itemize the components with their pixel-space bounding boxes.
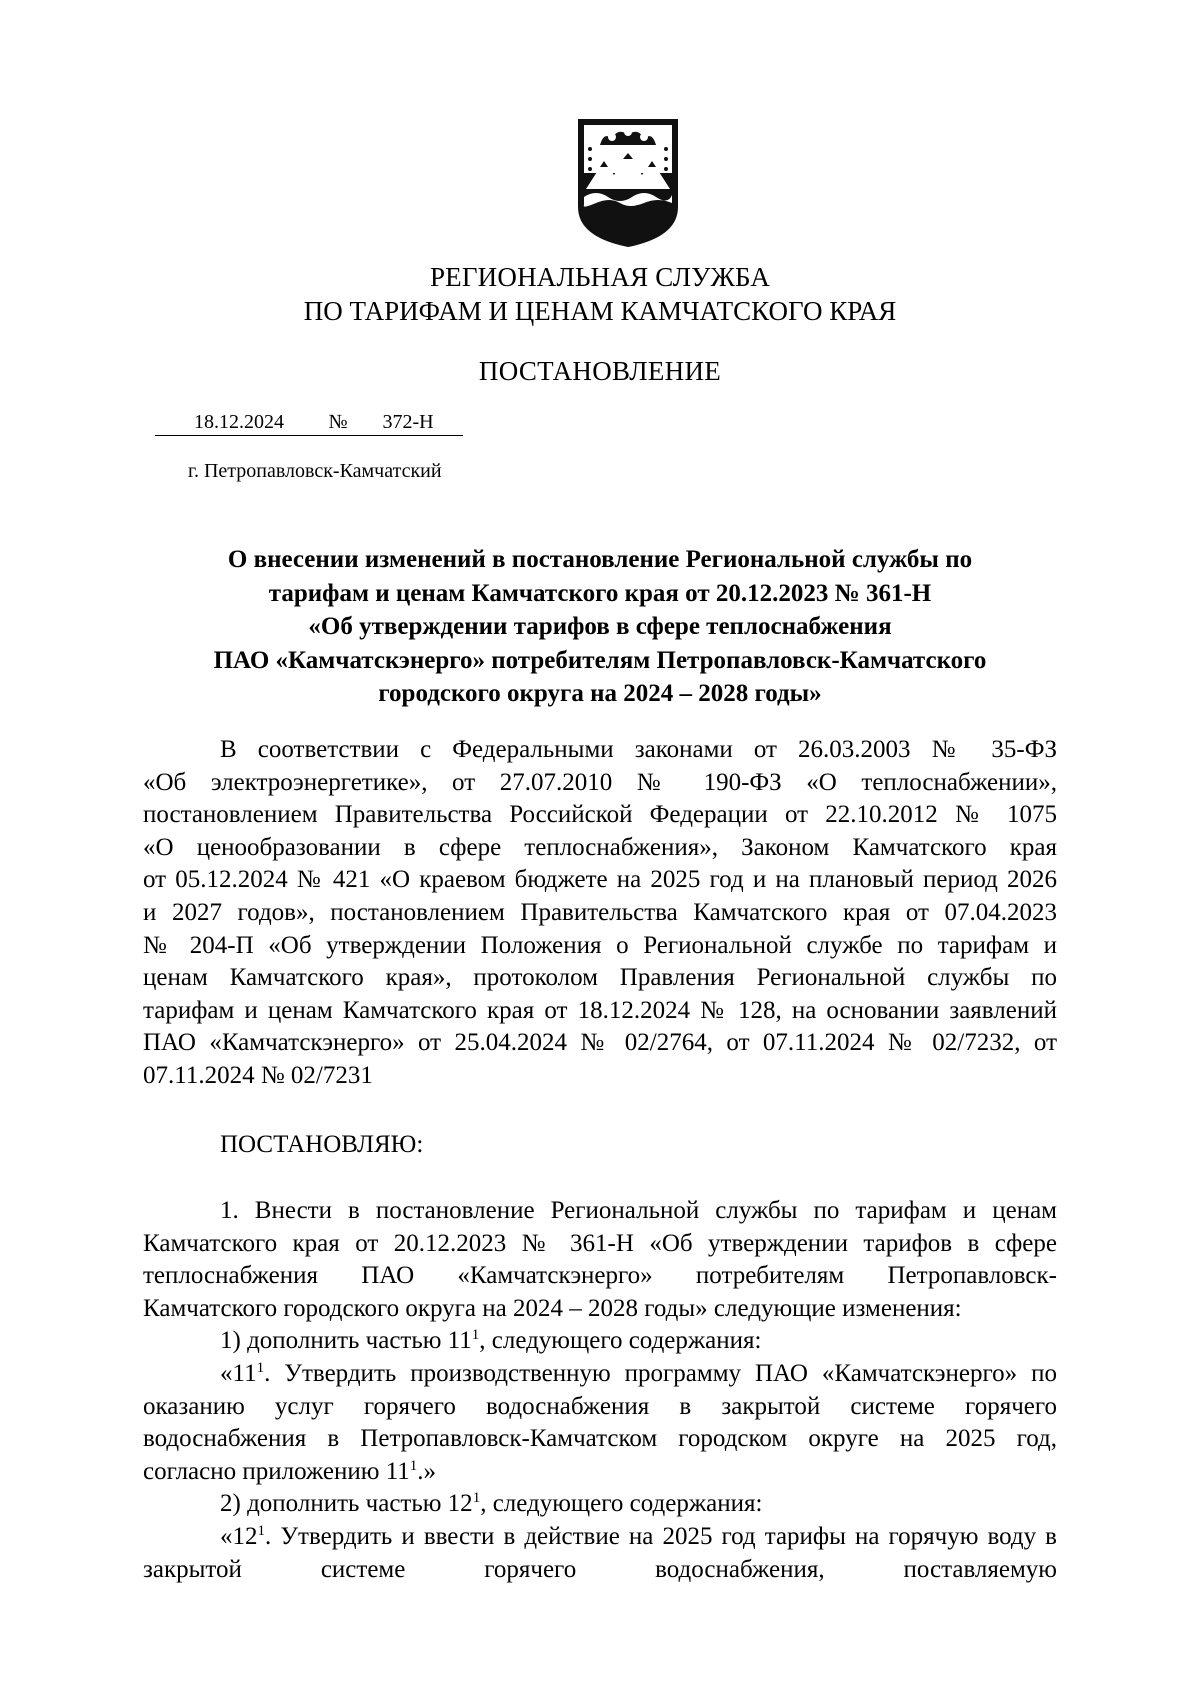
resolution-items	[143, 1195, 1057, 1586]
document-city: г. Петропавловск-Камчатский	[188, 460, 442, 482]
preamble-paragraph	[143, 734, 1057, 1093]
document-title	[140, 543, 1060, 711]
item-line: 1) дополнить частью $11^1$, следующего содержания:	[220, 1327, 762, 1355]
preamble-line: В соответствии с Федеральными законами от 26.03.2003 № 35-ФЗ	[220, 736, 1057, 763]
preamble-line: 07.11.2024 № 02/7231	[143, 1061, 373, 1089]
item-line: 1. Внести в постановление Региональной службы по тарифам и ценам	[220, 1197, 1057, 1224]
kamchatka-coat-of-arms-icon	[574, 115, 682, 250]
document-type: ПОСТАНОВЛЕНИЕ	[478, 356, 722, 386]
item-line: согласно приложению $11^1$.»	[143, 1457, 437, 1485]
item-line: водоснабжения в Петропавловск-Камчатском городском округе на 2025 год,	[143, 1425, 1057, 1453]
preamble-line: № 204-П «Об утверждении Положения о Региональной службе по тарифам и	[143, 931, 1057, 959]
document-number: 372-Н	[353, 409, 463, 436]
preamble-line: ценам Камчатского края», протоколом Правления Региональной службы по	[143, 964, 1057, 992]
preamble-line: тарифам и ценам Камчатского края от 18.12.2024 № 128, на основании заявлений	[143, 996, 1057, 1024]
preamble-line: «Об электроэнергетике», от 27.07.2010 № 190-ФЗ «О теплоснабжении»,	[143, 768, 1057, 796]
item-line: «$11^1$. Утвердить производственную программу ПАО «Камчатскэнерго» по	[220, 1359, 1057, 1387]
agency-name-line-1: РЕГИОНАЛЬНАЯ СЛУЖБА	[429, 262, 771, 292]
preamble-line: ПАО «Камчатскэнерго» от 25.04.2024 № 02/2764, от 07.11.2024 № 02/7232, от	[143, 1029, 1057, 1057]
preamble-line: постановлением Правительства Российской Федерации от 22.10.2012 № 1075	[143, 801, 1057, 829]
date-number-line	[155, 409, 463, 436]
item-line: оказанию услуг горячего водоснабжения в закрытой системе горячего	[143, 1392, 1057, 1420]
preamble-line: и 2027 годов», постановлением Правительства Камчатского края от 07.04.2023	[143, 898, 1057, 926]
number-sign: №	[323, 409, 353, 436]
item-line: Камчатского края от 20.12.2023 № 361-Н «Об утверждении тарифов в сфере	[143, 1229, 1057, 1257]
item-line: закрытой системе горячего водоснабжения, поставляемую	[143, 1555, 1057, 1583]
title-line: городского округа на 2024 – 2028 годы»	[378, 680, 822, 707]
resolve-heading: ПОСТАНОВЛЯЮ:	[220, 1131, 424, 1158]
agency-name-line-2: ПО ТАРИФАМ И ЦЕНАМ КАМЧАТСКОГО КРАЯ	[303, 296, 897, 326]
preamble-line: «О ценообразовании в сфере теплоснабжения», Законом Камчатского края	[143, 833, 1057, 861]
preamble-line: от 05.12.2024 № 421 «О краевом бюджете на 2025 год и на плановый период 2026	[143, 866, 1057, 894]
item-line: 2) дополнить частью $12^1$, следующего содержания:	[220, 1490, 763, 1518]
item-line: Камчатского городского округа на 2024 – 2028 годы» следующие изменения:	[143, 1294, 962, 1322]
title-line: «Об утверждении тарифов в сфере теплоснабжения	[308, 613, 892, 640]
title-line: тарифам и ценам Камчатского края от 20.12.2023 № 361-Н	[268, 579, 932, 607]
item-line: «$12^1$. Утвердить и ввести в действие на 2025 год тарифы на горячую воду в	[220, 1522, 1057, 1550]
document-date: 18.12.2024	[155, 409, 323, 436]
item-line: теплоснабжения ПАО «Камчатскэнерго» потребителям Петропавловск-	[143, 1262, 1057, 1290]
title-line: О внесении изменений в постановление Региональной службы по	[227, 546, 973, 573]
title-line: ПАО «Камчатскэнерго» потребителям Петропавловск-Камчатского	[213, 646, 987, 674]
